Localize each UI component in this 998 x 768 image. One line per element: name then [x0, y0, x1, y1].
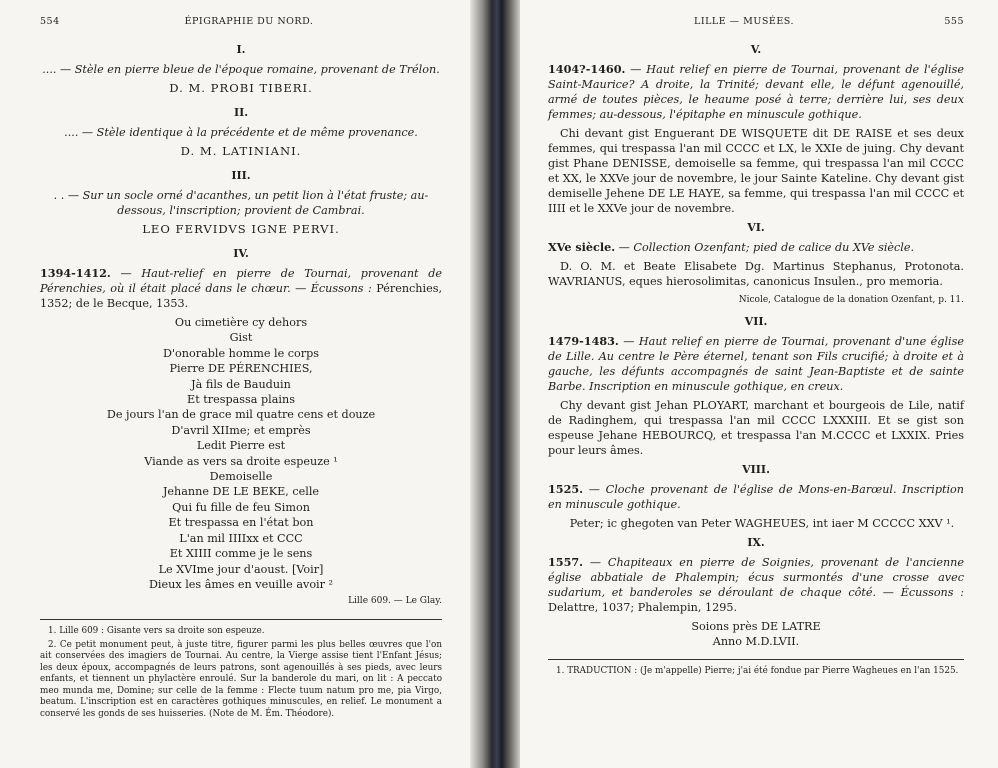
citation: Nicole, Catalogue de la donation Ozenfant, p. 11. — [738, 295, 964, 305]
inscription-text: D. O. M. et Beate Elisabete Dg. Martinus Stephanus, Protonota. WAVRIANUS, eques hierosolimitas, canonicus Insulen., pro memoria. — [548, 260, 964, 288]
section-description: .... — Stèle en pierre bleue de l'époque romaine, provenant de Trélon. — [42, 63, 440, 76]
verse-line: Qui fu fille de feu Simon — [172, 500, 310, 514]
verse-line: Viande as vers sa droite espeuze ¹ — [144, 454, 338, 468]
section-inscription: LEO FERVIDVS IGNE PERVI. — [142, 222, 340, 236]
verse-line: Gist — [229, 331, 253, 345]
date-lead: 1404?-1460. — [548, 62, 626, 76]
verse-line: Demoiselle — [209, 470, 273, 484]
inscription-line: Soions près DE LATRE — [691, 620, 821, 633]
inscription-text: Peter; ic ghegoten van Peter WAGHEUES, int iaer M CCCCC XXV ¹. — [569, 517, 955, 530]
date-lead: 1394-1412. — [40, 266, 111, 280]
verse-line: Jehanne DE LE BEKE, celle — [162, 485, 320, 499]
section-numeral: VII. — [744, 315, 768, 328]
section-6 — [548, 220, 964, 308]
verse-line: Pierre DE PÉRENCHIES, — [169, 362, 313, 376]
epitaph-text: Chi devant gist Enguerant DE WISQUETE dit DE RAISE et ses deux femmes, qui trespassa l'an mil CCCC et LX, le XXIe de juing. Chy devant gist Phane DENISSE, demoiselle sa femme, qui trespassa l'an mil CCCC et XX, le XXVe jour de novembre, le jour Sainte Kateline. Chy devant gist demiselle Jehene DE LE HAYE, sa femme, qui trespassa l'an mil CCCC et IIII et le XXVe jour de novembre. — [548, 127, 964, 215]
description-text: — Haut relief en pierre de Tournai, provenant d'une église de Lille. Au centre le Père éternel, tenant son Fils crucifié; à droite et à gauche, les défunts accompagnés de saint Jean-Baptiste et de sainte Barbe. Inscription en minuscule gothique, en creux. — [548, 335, 964, 393]
section-1 — [40, 42, 442, 96]
section-numeral: IV. — [233, 247, 249, 260]
section-numeral: I. — [236, 43, 246, 56]
date-lead: 1525. — [548, 482, 584, 496]
section-3 — [40, 168, 442, 237]
verse-line: Jà fils de Bauduin — [191, 377, 291, 391]
footnote-divider — [40, 619, 442, 620]
verse-line: D'onorable homme le corps — [163, 346, 319, 360]
right-running-title: LILLE — MUSÉES. — [694, 16, 794, 27]
description-text: — Cloche provenant de l'église de Mons-en-Barœul. Inscription en minuscule gothique. — [548, 483, 964, 511]
footnotes — [40, 626, 442, 720]
escutcheons-text: Pérenchies, 1352; de le Becque, 1353. — [40, 282, 443, 310]
right-running-head — [520, 14, 998, 28]
section-inscription: D. M. PROBI TIBERI. — [169, 81, 313, 95]
escutcheons-text: Delattre, 1037; Phalempin, 1295. — [548, 601, 738, 614]
section-description — [548, 240, 964, 255]
section-description: . . — Sur un socle orné d'acanthes, un petit lion à l'état fruste; au-dessous, l'inscription; provient de Cambrai. — [53, 189, 429, 217]
section-numeral: II. — [233, 106, 249, 119]
section-7 — [548, 314, 964, 458]
left-running-title: ÉPIGRAPHIE DU NORD. — [184, 16, 314, 27]
left-content — [0, 40, 478, 722]
section-numeral: V. — [750, 43, 762, 56]
section-description — [548, 482, 964, 512]
footnotes — [548, 666, 964, 678]
verse-line: D'avril XIIme; et emprès — [171, 423, 311, 437]
epitaph-text: Chy devant gist Jehan PLOYART, marchant et bourgeois de Lile, natif de Radinghem, qui trespassa l'an mil CCCC LXXXIII. Et se gist son espeuse Jehane HEBOURCQ, et trespassa l'an M.CCCC et LXXIX. Pries pour leurs âmes. — [548, 399, 964, 457]
section-description: .... — Stèle identique à la précédente et de même provenance. — [64, 126, 418, 139]
description-text: — Haut-relief en pierre de Tournai, provenant de Pérenchies, où il était placé dans le chœur. — Écussons : — [40, 267, 442, 295]
section-4 — [40, 246, 442, 609]
verse-line: L'an mil IIIIxx et CCC — [179, 531, 303, 545]
section-2 — [40, 105, 442, 159]
date-lead: 1479-1483. — [548, 334, 619, 348]
section-5 — [548, 42, 964, 216]
inscription-line: Anno M.D.LVII. — [712, 635, 800, 648]
verse-line: De jours l'an de grace mil quatre cens et douze — [106, 408, 376, 422]
citation: Lille 609. — Le Glay. — [348, 596, 442, 607]
description-text: — Haut relief en pierre de Tournai, provenant de l'église Saint-Maurice? A droite, la Trinité; devant elle, le défunt agenouillé, armé de toutes pièces, le heaume posé à terre; derrière lui, ses deux femmes; au-dessous, l'épitaphe en minuscule gothique. — [548, 63, 964, 121]
section-numeral: III. — [231, 169, 251, 182]
footnote: 2. Ce petit monument peut, à juste titre, figurer parmi les plus belles œuvres que l'on ait conservées des imagiers de Tournai. Au centre, la Vierge assise tient l'Enfant Jésus; les deux époux, accompagnés de leurs patrons, sont agenouillés à ses pieds, avec leurs enfants, et tiennent un phylactère enroulé. Sur la banderole du mari, on lit : A peccato meo munda me, Domine; sur celle de la femme : Flecte tuum natum pro me, pia Virgo, beatum. L'inscription est en caractères gothiques minuscules, en relief. Le monument a conservé les gonds de ses huisseries. (Note de M. Ém. Théodore). — [40, 639, 442, 719]
right-page-number: 555 — [944, 16, 964, 27]
section-8 — [548, 462, 964, 531]
epitaph-verse — [40, 315, 442, 592]
section-numeral: IX. — [747, 536, 765, 549]
footnote-divider — [548, 659, 964, 660]
date-lead: 1557. — [548, 555, 584, 569]
section-numeral: VI. — [747, 221, 765, 234]
left-running-head — [0, 14, 478, 28]
date-lead: XVe siècle. — [548, 240, 616, 254]
left-page — [0, 0, 478, 768]
footnote: 1. TRADUCTION : (Je m'appelle) Pierre; j'ai été fondue par Pierre Wagheues en l'an 1525. — [556, 666, 959, 676]
section-numeral: VIII. — [742, 463, 770, 476]
description-text: — Chapiteaux en pierre de Soignies, provenant de l'ancienne église abbatiale de Phalempin; écus surmontés d'une crosse avec sudarium, et banderoles se déroulant de chaque côté. — Écussons : — [548, 556, 964, 599]
section-description — [40, 266, 442, 311]
verse-line: Et trespassa en l'état bon — [168, 516, 314, 530]
verse-line: Et XIIII comme je le sens — [169, 547, 313, 561]
section-inscription: D. M. LATINIANI. — [180, 144, 302, 158]
verse-line: Et trespassa plains — [187, 393, 295, 407]
description-text: — Collection Ozenfant; pied de calice du XVe siècle. — [615, 241, 915, 254]
left-page-number: 554 — [40, 16, 60, 27]
section-description — [548, 555, 964, 615]
section-9 — [548, 535, 964, 649]
right-content — [520, 40, 998, 680]
footnote: 1. Lille 609 : Gisante vers sa droite son espeuze. — [48, 626, 265, 637]
verse-line: Ou cimetière cy dehors — [174, 316, 308, 329]
section-description — [548, 62, 964, 122]
right-page — [520, 0, 998, 768]
verse-line: Ledit Pierre est — [196, 439, 286, 453]
verse-line: Dieux les âmes en veuille avoir ² — [148, 577, 334, 591]
section-description — [548, 334, 964, 394]
verse-line: Le XVIme jour d'aoust. [Voir] — [158, 562, 324, 576]
